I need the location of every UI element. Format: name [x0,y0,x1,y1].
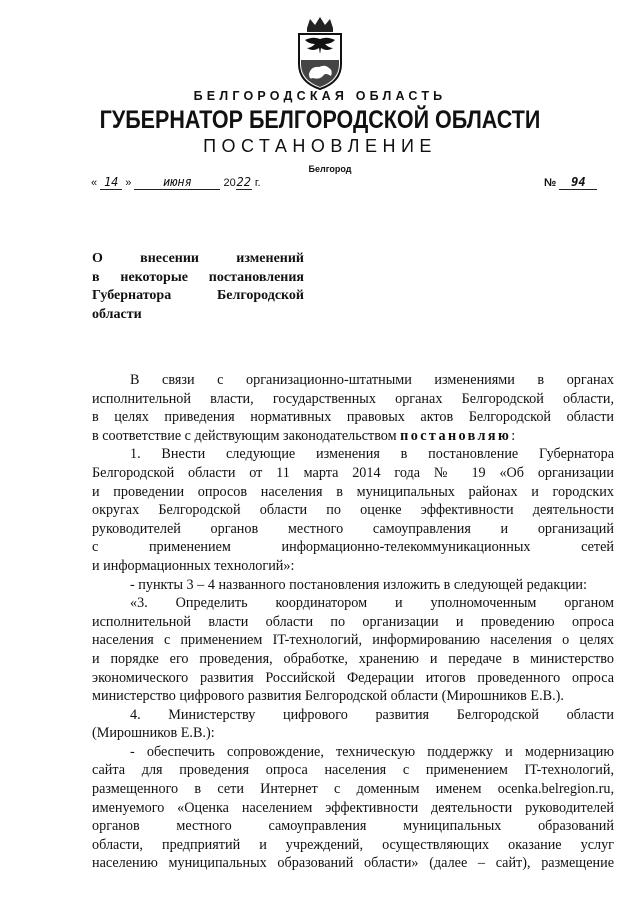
body-text: в соответствие с действующим законодательством [92,427,401,444]
body-line: размещенного в сети Интернет с доменным именем ocenka.belregion.ru, [92,781,614,798]
body-line: министерство цифрового развития Белгородской области (Мирошников Е.В.). [92,688,564,705]
body-line: - пункты 3 – 4 названного постановления изложить в следующей редакции: [130,576,587,593]
date-year-prefix: 20 [223,177,236,189]
body-line: в целях приведения нормативных правовых актов Белгородской области [92,409,614,426]
decree-body [92,371,614,873]
date-month: июня [134,176,220,190]
decree-subject [92,250,304,324]
body-line: с применением информационно-телекоммуникационных сетей [92,539,614,556]
body-text: : [511,427,516,444]
body-line: В связи с организационно-штатными изменениями в органах [130,372,614,388]
body-line: населению муниципальных образований области» (далее – сайт), размещение [92,855,614,872]
subject-line: в некоторые постановления [92,269,304,285]
body-line: сайта для проведения опроса населения с применением IT-технологий, [92,762,614,779]
body-line: исполнительной власти, государственных органах Белгородской области, [92,390,614,407]
city-label: Белгород [308,164,352,174]
body-line: (Мирошников Е.В.): [92,725,215,742]
body-line: экономического развития Российской Федерации итогов проведенного опроса [92,669,614,686]
body-line: - обеспечить сопровождение, техническую поддержку и модернизацию [130,743,614,760]
subject-line: области [92,306,142,322]
body-line: и проведении опросов населения в муниципальных районах и городских [92,483,614,500]
date-close-quote: » [125,177,132,189]
body-line: области, предприятий и учреждений, осуществляющих оказание услуг [92,836,614,853]
body-line: исполнительной власти области по организации и проведению опроса [92,613,614,630]
body-line [92,427,614,446]
number-label: № [544,177,557,189]
region-title: БЕЛГОРОДСКАЯ ОБЛАСТЬ [193,89,447,103]
date-day: 14 [100,176,122,190]
date-year-suffix: 22 [236,175,251,189]
date-year-unit: г. [254,177,261,189]
body-line: 4. Министерству цифрового развития Белгородской области [130,706,614,723]
resolve-word: постановляю [400,427,512,444]
body-line: именуемого «Оценка населением эффективности деятельности руководителей [92,799,614,816]
body-line: и порядке его проведения, обработке, хранению и передаче в министерство [92,650,614,667]
coat-of-arms-icon [295,14,345,92]
body-line: округах Белгородской области по оценке эффективности деятельности [92,502,614,519]
body-line: населения с применением IT-технологий, информированию населения о целях [92,632,614,649]
document-type: ПОСТАНОВЛЕНИЕ [203,136,437,156]
body-line: Белгородской области от 11 марта 2014 года № 19 «Об организации [92,464,614,481]
date-open-quote: « [91,177,98,189]
decree-number [544,176,597,190]
body-line: руководителей органов местного самоуправления и организаций [92,520,614,537]
body-line: органов местного самоуправления муниципальных образований [92,818,614,835]
subject-line: О внесении изменений [92,251,304,266]
governor-title: ГУБЕРНАТОР БЕЛГОРОДСКОЙ ОБЛАСТИ [99,106,541,134]
subject-line: Губернатора Белгородской [92,288,304,303]
number-value: 94 [559,176,597,190]
body-line: 1. Внести следующие изменения в постановление Губернатора [130,446,614,463]
decree-date [91,176,261,190]
body-line: и информационных технологий»: [92,557,295,574]
body-line: «3. Определить координатором и уполномоченным органом [130,595,614,612]
